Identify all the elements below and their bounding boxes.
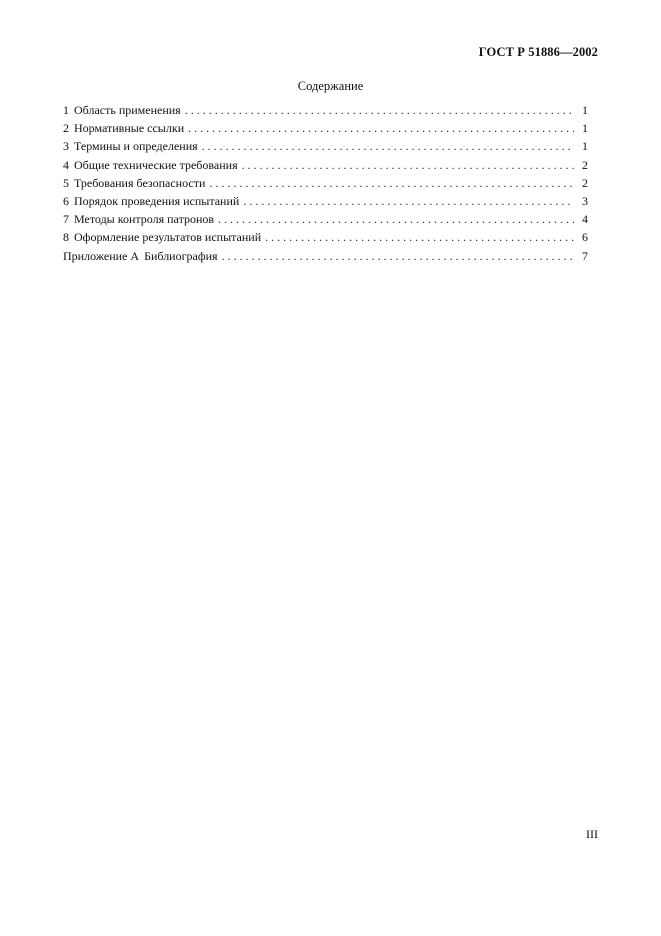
toc-entry-title: Общие технические требования [74,157,238,172]
toc-entry[interactable] [63,158,588,176]
toc-leader-dots [185,103,574,118]
toc-entry-label [63,230,261,245]
toc-entry-page: 7 [582,248,588,263]
toc-entry-title: Методы контроля патронов [74,212,215,227]
toc-leader-dots [265,230,574,245]
toc-entry[interactable] [63,230,588,248]
toc-entry-title: Нормативные ссылки [74,121,185,136]
toc-entry[interactable] [63,176,588,194]
toc-entry-number: 2 [63,121,69,136]
toc-entry-title: Область применения [74,103,181,117]
toc-entry-title: Порядок проведения испытаний [74,193,240,208]
toc-entry-page: 6 [582,230,588,245]
toc-entry-label [63,103,181,118]
toc-entry-page: 3 [582,193,588,208]
toc-entry[interactable] [63,103,588,121]
toc-entry-label [63,194,239,209]
toc-entry-title: Библиография [144,248,218,263]
toc-entry-label [63,158,238,173]
toc-entry-number: Приложение А [63,248,140,263]
toc-entry-label [63,249,218,264]
toc-entry-number: 6 [63,193,69,208]
toc-entry-number: 4 [63,157,69,172]
toc-leader-dots [202,139,574,154]
toc-entry-page: 4 [582,212,588,227]
page-number: III [586,827,598,841]
toc-entry-label [63,212,214,227]
toc-entry-page: 1 [582,121,588,136]
document-code: ГОСТ Р 51886—2002 [478,45,598,59]
toc-entry-number: 8 [63,230,69,245]
toc-entry-page: 1 [582,103,588,117]
toc-leader-dots [218,212,574,227]
toc-entry-label [63,139,198,154]
toc-leader-dots [243,194,574,209]
toc-entry-page: 2 [582,175,588,190]
toc-title: Содержание [297,79,364,93]
toc-entry[interactable] [63,121,588,139]
toc-entry[interactable] [63,139,588,157]
toc-leader-dots [222,249,574,264]
toc-entry-label [63,176,205,191]
toc-entry-number: 1 [63,103,69,117]
toc-leader-dots [209,176,574,191]
toc-leader-dots [188,121,574,136]
toc-entry[interactable] [63,194,588,212]
toc-leader-dots [242,158,574,173]
toc-entry-appendix[interactable] [63,249,588,267]
toc-entry[interactable] [63,212,588,230]
table-of-contents [63,103,588,267]
toc-entry-number: 7 [63,212,69,227]
toc-entry-title: Оформление результатов испытаний [74,230,262,245]
toc-entry-number: 3 [63,139,69,154]
toc-entry-title: Требования безопасности [74,175,206,190]
toc-entry-page: 2 [582,157,588,172]
toc-entry-page: 1 [582,139,588,154]
toc-entry-number: 5 [63,175,69,190]
toc-entry-title: Термины и определения [74,139,198,154]
toc-entry-label [63,121,184,136]
